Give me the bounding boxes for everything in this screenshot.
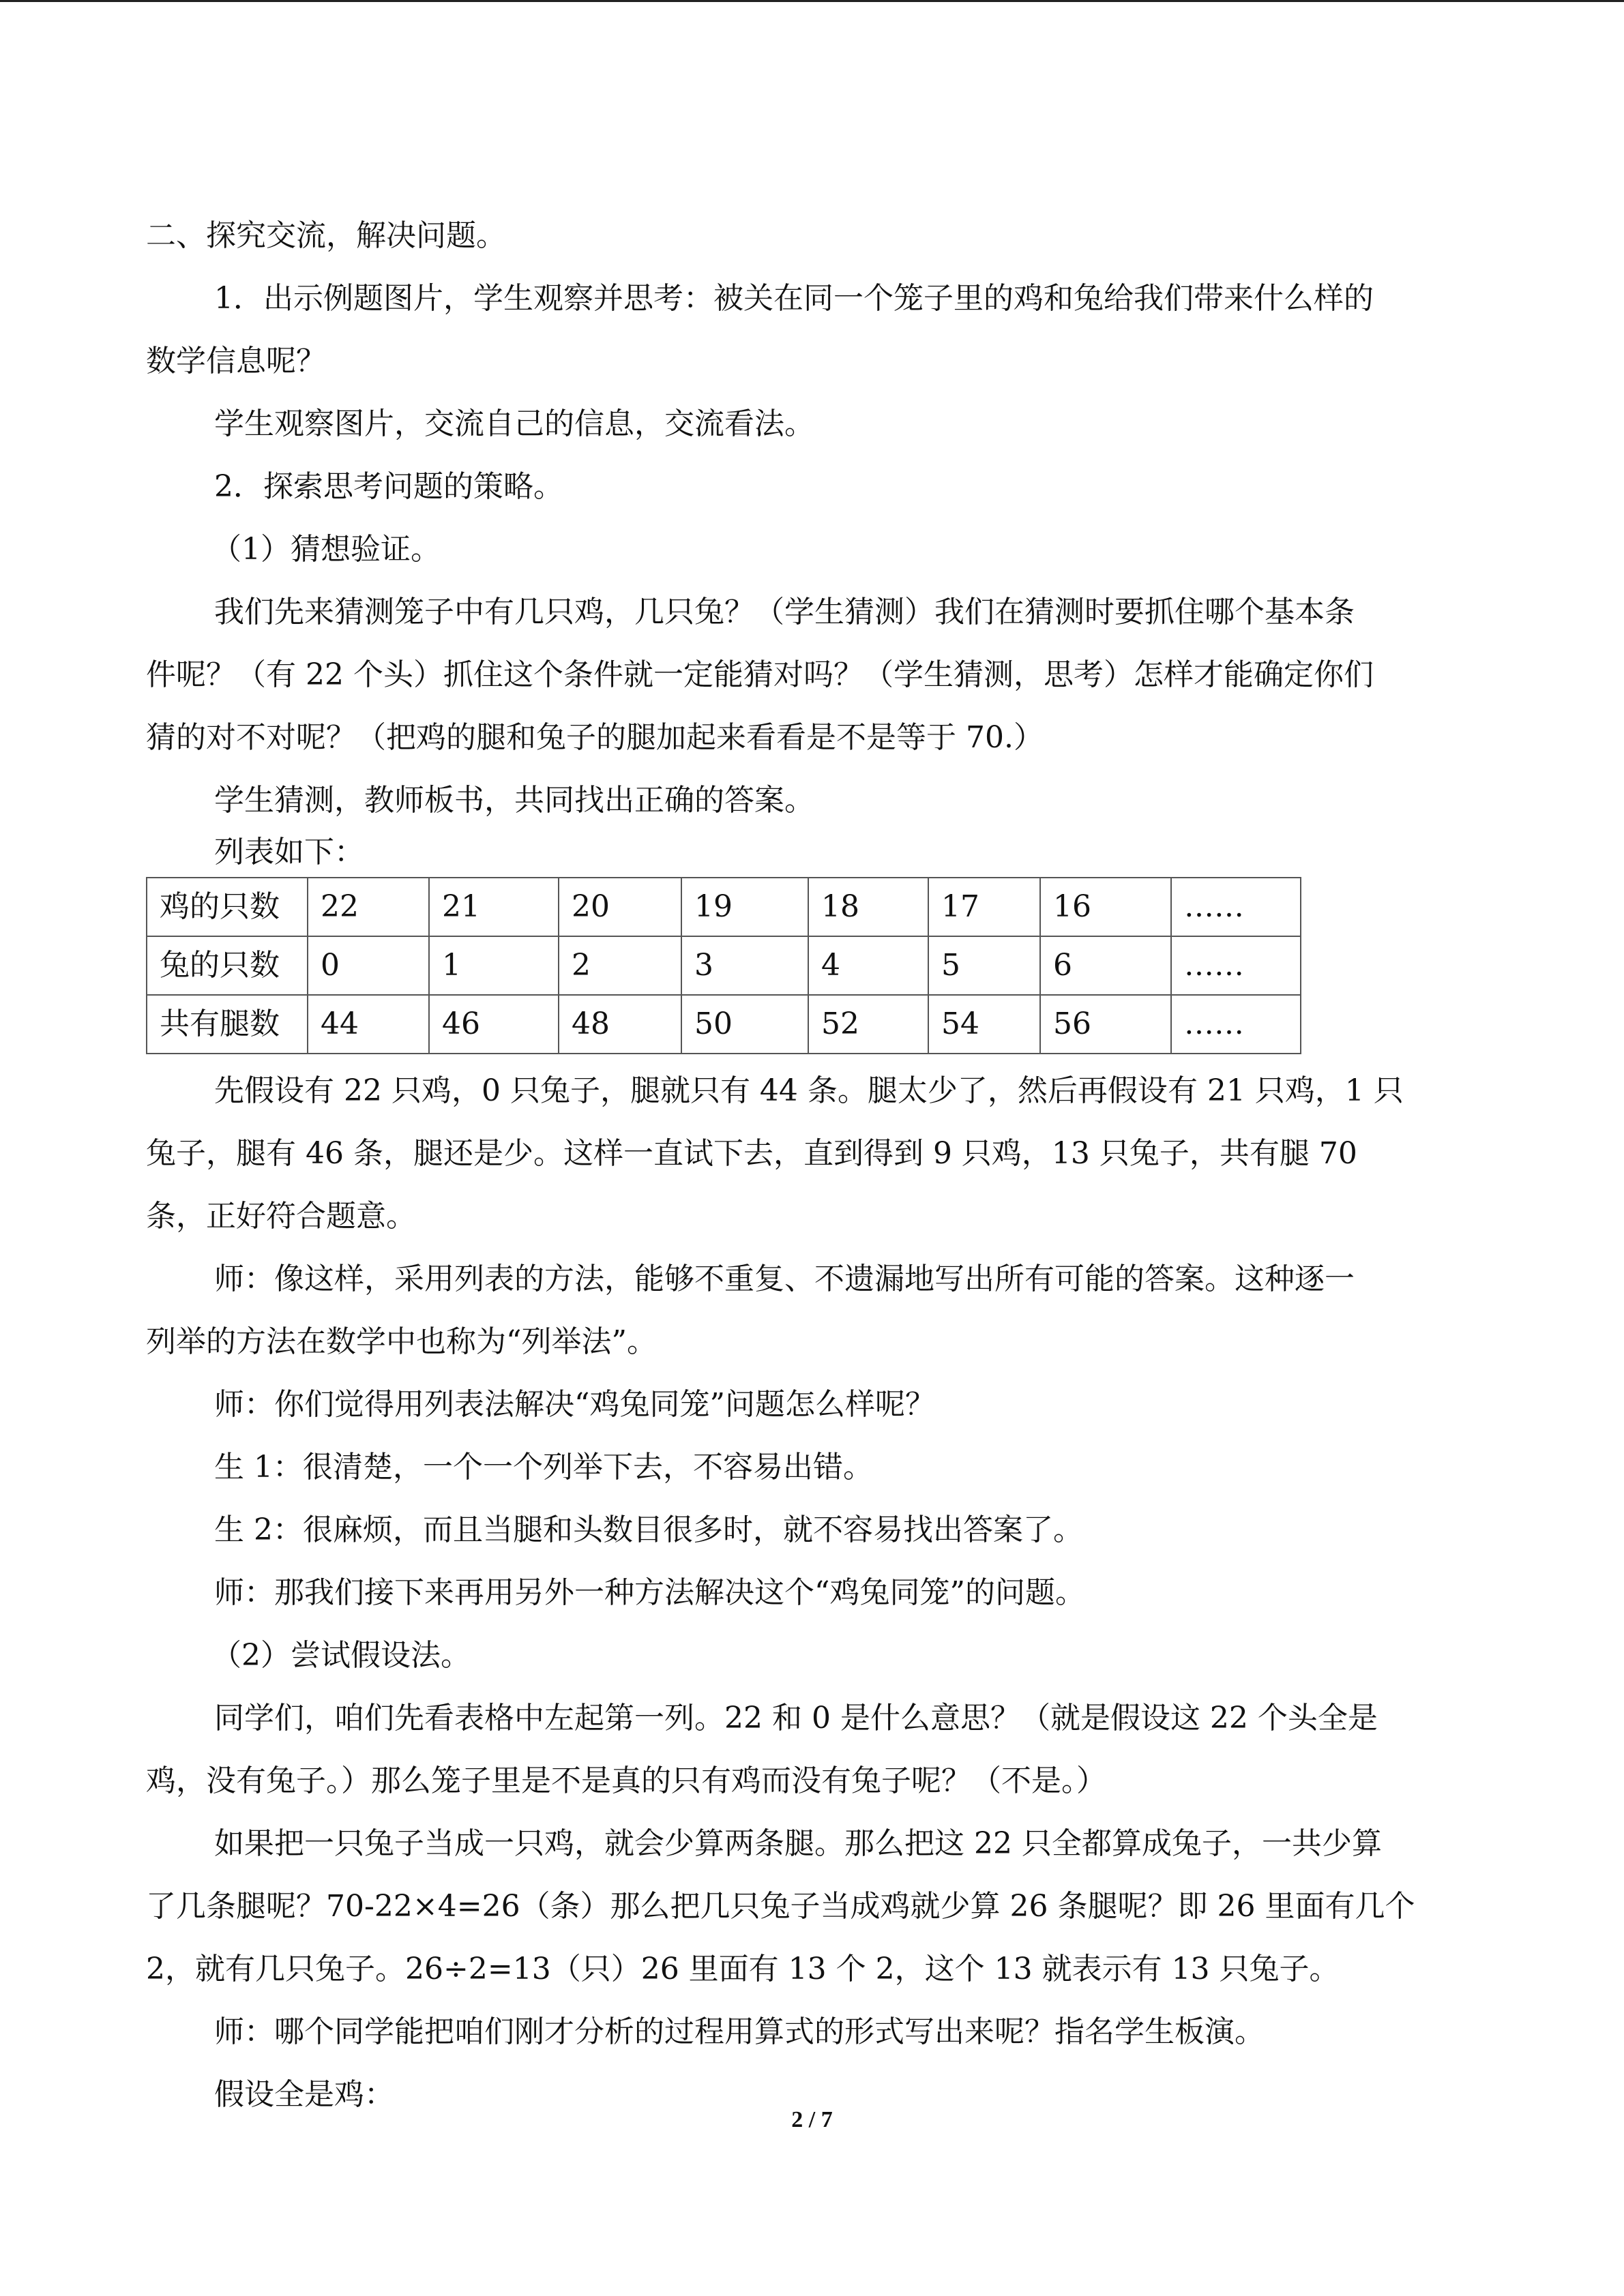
paragraph-3: 2．探索思考问题的策略。 bbox=[214, 469, 563, 504]
table-cell: 44 bbox=[308, 995, 429, 1054]
table-cell: 19 bbox=[681, 878, 808, 936]
table-cell: 52 bbox=[808, 995, 928, 1054]
paragraph-2: 学生观察图片，交流自己的信息，交流看法。 bbox=[214, 406, 814, 441]
table-cell: 50 bbox=[681, 995, 808, 1054]
table-cell: 21 bbox=[429, 878, 559, 936]
table-row-label: 鸡的只数 bbox=[147, 878, 308, 936]
paragraph-15-line-1: 同学们，咱们先看表格中左起第一列。22 和 0 是什么意思？（就是假设这 22 个头全是 bbox=[214, 1701, 1378, 1735]
paragraph-12: 生 2：很麻烦，而且当腿和头数目很多时，就不容易找出答案了。 bbox=[214, 1512, 1083, 1547]
table-row-label: 兔的只数 bbox=[147, 936, 308, 995]
table-cell: 1 bbox=[429, 936, 559, 995]
paragraph-9-line-2: 列举的方法在数学中也称为“列举法”。 bbox=[146, 1324, 657, 1359]
table-cell: 46 bbox=[429, 995, 559, 1054]
table-cell: 6 bbox=[1040, 936, 1171, 995]
top-border-line bbox=[0, 0, 1624, 2]
table-cell: 2 bbox=[559, 936, 681, 995]
table-cell: 18 bbox=[808, 878, 928, 936]
table-cell: 17 bbox=[928, 878, 1040, 936]
table-cell: 3 bbox=[681, 936, 808, 995]
table-row-label: 共有腿数 bbox=[147, 995, 308, 1054]
table-cell: 56 bbox=[1040, 995, 1171, 1054]
page-number: 2 / 7 bbox=[791, 2107, 833, 2132]
table-cell: …… bbox=[1171, 878, 1301, 936]
table-cell: …… bbox=[1171, 995, 1301, 1054]
paragraph-13: 师：那我们接下来再用另外一种方法解决这个“鸡兔同笼”的问题。 bbox=[214, 1575, 1085, 1610]
paragraph-15-line-2: 鸡，没有兔子。）那么笼子里是不是真的只有鸡而没有兔子呢？（不是。） bbox=[146, 1763, 1106, 1798]
paragraph-1-line-1: 1．出示例题图片，学生观察并思考：被关在同一个笼子里的鸡和兔给我们带来什么样的 bbox=[214, 281, 1374, 316]
paragraph-1-line-2: 数学信息呢？ bbox=[146, 344, 326, 378]
table-cell: 16 bbox=[1040, 878, 1171, 936]
table-row bbox=[147, 995, 1301, 1054]
table-cell: 20 bbox=[559, 878, 681, 936]
paragraph-7: 列表如下： bbox=[214, 835, 364, 869]
paragraph-10: 师：你们觉得用列表法解决“鸡兔同笼”问题怎么样呢？ bbox=[214, 1387, 935, 1422]
paragraph-17: 师：哪个同学能把咱们刚才分析的过程用算式的形式写出来呢？指名学生板演。 bbox=[214, 2014, 1265, 2049]
paragraph-8-line-1: 先假设有 22 只鸡，0 只兔子，腿就只有 44 条。腿太少了，然后再假设有 21 只鸡，1 只 bbox=[214, 1073, 1404, 1108]
table-row bbox=[147, 936, 1301, 995]
paragraph-4: （1）猜想验证。 bbox=[211, 532, 441, 567]
table-cell: 48 bbox=[559, 995, 681, 1054]
paragraph-5-line-2: 件呢？（有 22 个头）抓住这个条件就一定能猜对吗？（学生猜测，思考）怎样才能确定你们 bbox=[146, 657, 1374, 692]
paragraph-11: 生 1：很清楚，一个一个列举下去，不容易出错。 bbox=[214, 1450, 873, 1485]
paragraph-14: （2）尝试假设法。 bbox=[211, 1638, 471, 1673]
paragraph-5-line-3: 猜的对不对呢？（把鸡的腿和兔子的腿加起来看看是不是等于 70.） bbox=[146, 720, 1044, 755]
table-cell: 4 bbox=[808, 936, 928, 995]
paragraph-18: 假设全是鸡： bbox=[214, 2077, 394, 2112]
table-cell: 22 bbox=[308, 878, 429, 936]
paragraph-6: 学生猜测，教师板书，共同找出正确的答案。 bbox=[214, 783, 814, 818]
table-cell: 0 bbox=[308, 936, 429, 995]
table-cell: 5 bbox=[928, 936, 1040, 995]
paragraph-9-line-1: 师：像这样，采用列表的方法，能够不重复、不遗漏地写出所有可能的答案。这种逐一 bbox=[214, 1262, 1355, 1296]
table-cell: 54 bbox=[928, 995, 1040, 1054]
document-body bbox=[146, 205, 1483, 2126]
table-row bbox=[147, 878, 1301, 936]
paragraph-16-line-3: 2，就有几只兔子。26÷2=13（只）26 里面有 13 个 2，这个 13 就表示有 13 只兔子。 bbox=[146, 1952, 1340, 1986]
section-heading: 二、探究交流，解决问题。 bbox=[146, 218, 506, 253]
paragraph-16-line-1: 如果把一只兔子当成一只鸡，就会少算两条腿。那么把这 22 只全都算成兔子，一共少算 bbox=[214, 1826, 1382, 1861]
paragraph-5-line-1: 我们先来猜测笼子中有几只鸡，几只兔？（学生猜测）我们在猜测时要抓住哪个基本条 bbox=[214, 595, 1355, 629]
paragraph-8-line-2: 兔子，腿有 46 条，腿还是少。这样一直试下去，直到得到 9 只鸡，13 只兔子，共有腿 70 bbox=[146, 1136, 1357, 1171]
enumeration-table bbox=[146, 877, 1301, 1054]
paragraph-16-line-2: 了几条腿呢？70-22×4=26（条）那么把几只兔子当成鸡就少算 26 条腿呢？即 26 里面有几个 bbox=[146, 1889, 1415, 1924]
table-cell: …… bbox=[1171, 936, 1301, 995]
paragraph-8-line-3: 条，正好符合题意。 bbox=[146, 1199, 416, 1234]
